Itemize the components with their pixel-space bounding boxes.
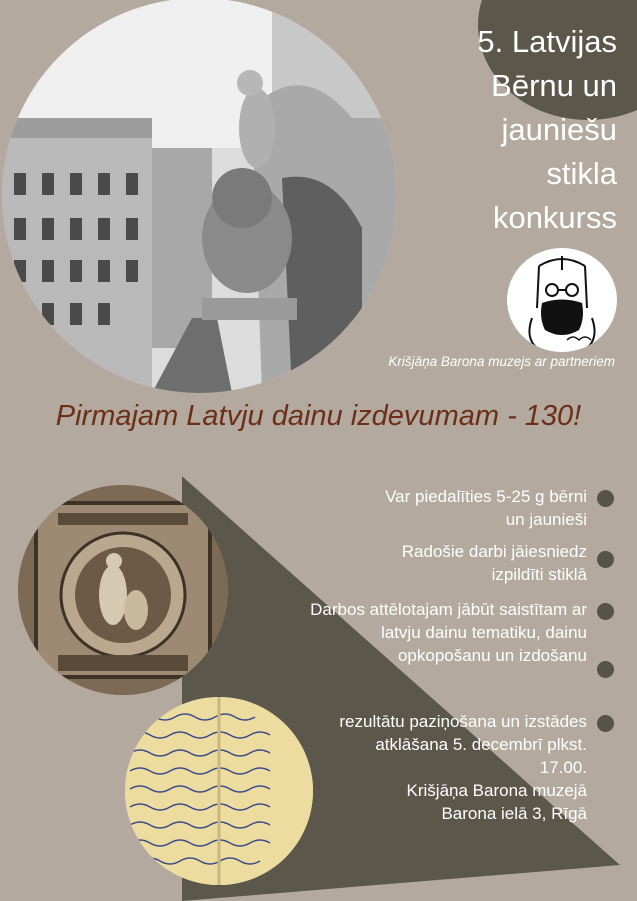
- info-line: Darbos attēlotajam jābūt saistītam ar: [310, 600, 587, 619]
- circle-bullet-icon: [597, 551, 614, 568]
- dainas-book-cover-photo: [18, 485, 228, 695]
- handwritten-manuscript-photo: [125, 697, 313, 885]
- street-sculpture-photo: [2, 0, 397, 393]
- info-line: latvju dainu tematiku, dainu: [380, 623, 587, 642]
- krisjanis-barons-portrait-icon: [507, 248, 617, 352]
- info-line: atklāšana 5. decembrī plkst.: [375, 735, 587, 754]
- circle-bullet-icon: [597, 715, 614, 732]
- title-line: 5. Latvijas: [477, 24, 617, 59]
- title-line: Bērnu un: [491, 68, 617, 103]
- title-line: konkurss: [492, 200, 617, 235]
- info-results: [339, 710, 587, 825]
- contest-title: [477, 20, 617, 240]
- info-line: Barona ielā 3, Rīgā: [441, 804, 587, 823]
- info-line: opkopošanu un izdošanu: [397, 646, 587, 665]
- info-line: izpildīti stiklā: [491, 565, 587, 584]
- info-line: 17.00.: [539, 758, 587, 777]
- info-line: Var piedalīties 5-25 g bērni: [385, 487, 587, 506]
- info-line: rezultātu paziņošana un izstādes: [339, 712, 587, 731]
- circle-bullet-icon: [597, 490, 614, 507]
- circle-bullet-icon: [597, 603, 614, 620]
- info-participants: [385, 485, 587, 531]
- info-submission: [402, 540, 587, 586]
- info-line: un jaunieši: [505, 510, 587, 529]
- info-line: Krišjāņa Barona muzejā: [406, 781, 587, 800]
- headline: Pirmajam Latvju dainu izdevumam - 130!: [55, 400, 582, 432]
- title-line: jauniešu: [501, 112, 617, 147]
- info-theme: [310, 598, 587, 667]
- museum-caption: Krišjāņa Barona muzejs ar partneriem: [388, 354, 615, 369]
- circle-bullet-icon: [597, 661, 614, 678]
- info-line: Radošie darbi jāiesniedz: [401, 542, 587, 561]
- title-line: stikla: [546, 156, 617, 191]
